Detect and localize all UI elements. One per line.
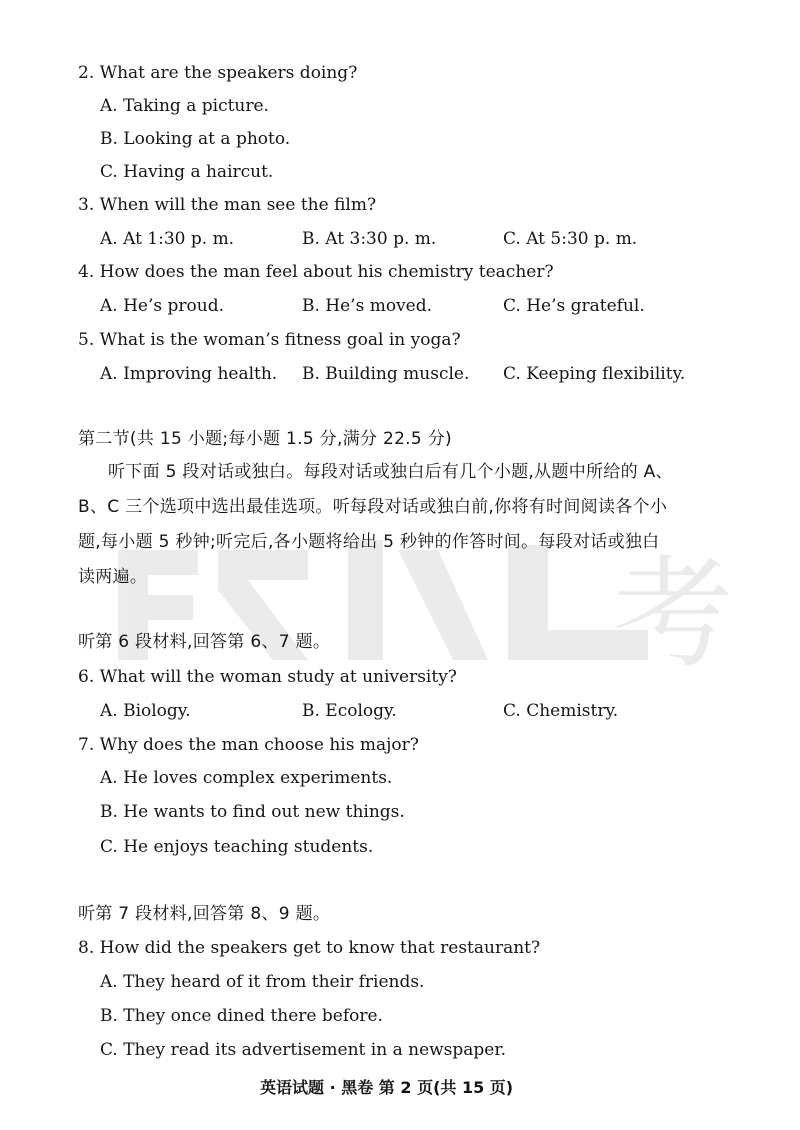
page-footer: 英语试题 · 黑卷 第 2 页(共 15 页) [260, 1078, 514, 1097]
question-7: 7. Why does the man choose his major? [78, 735, 419, 755]
material-6-heading: 听第 6 段材料,回答第 6、7 题。 [78, 632, 331, 652]
section-2-heading: 第二节(共 15 小题;每小题 1.5 分,满分 22.5 分) [78, 429, 452, 449]
question-6: 6. What will the woman study at university? [78, 667, 457, 687]
question-3: 3. When will the man see the film? [78, 195, 377, 215]
q2-option-b: B. Looking at a photo. [100, 129, 291, 149]
q5-option-a: A. Improving health. [100, 364, 278, 384]
q5-option-c: C. Keeping flexibility. [503, 364, 686, 384]
question-2: 2. What are the speakers doing? [78, 63, 358, 83]
q8-option-b: B. They once dined there before. [100, 1006, 383, 1026]
section-2-instruction-line-4: 读两遍。 [78, 567, 148, 587]
q2-option-a: A. Taking a picture. [100, 96, 269, 116]
q8-option-a: A. They heard of it from their friends. [100, 972, 425, 992]
q6-option-c: C. Chemistry. [503, 701, 619, 721]
q4-option-c: C. He’s grateful. [503, 296, 645, 316]
q7-option-b: B. He wants to find out new things. [100, 802, 405, 822]
section-2-instruction-line-3: 题,每小题 5 秒钟;听完后,各小题将给出 5 秒钟的作答时间。每段对话或独白 [78, 532, 660, 552]
question-5: 5. What is the woman’s fitness goal in yoga? [78, 330, 461, 350]
question-8: 8. How did the speakers get to know that restaurant? [78, 938, 541, 958]
q4-option-b: B. He’s moved. [302, 296, 433, 316]
q4-option-a: A. He’s proud. [100, 296, 224, 316]
q7-option-c: C. He enjoys teaching students. [100, 837, 374, 857]
q3-option-b: B. At 3:30 p. m. [302, 229, 437, 249]
q8-option-c: C. They read its advertisement in a newspaper. [100, 1040, 507, 1060]
q3-option-a: A. At 1:30 p. m. [100, 229, 235, 249]
watermark-char: 考 [613, 545, 733, 684]
q6-option-b: B. Ecology. [302, 701, 397, 721]
material-7-heading: 听第 7 段材料,回答第 8、9 题。 [78, 904, 331, 924]
section-2-instruction-line-1: 听下面 5 段对话或独白。每段对话或独白后有几个小题,从题中所给的 A、 [108, 462, 673, 482]
section-2-instruction-line-2: B、C 三个选项中选出最佳选项。听每段对话或独白前,你将有时间阅读各个小 [78, 497, 668, 517]
q2-option-c: C. Having a haircut. [100, 162, 274, 182]
q3-option-c: C. At 5:30 p. m. [503, 229, 638, 249]
q5-option-b: B. Building muscle. [302, 364, 470, 384]
q7-option-a: A. He loves complex experiments. [100, 768, 393, 788]
question-4: 4. How does the man feel about his chemistry teacher? [78, 262, 554, 282]
q6-option-a: A. Biology. [100, 701, 191, 721]
